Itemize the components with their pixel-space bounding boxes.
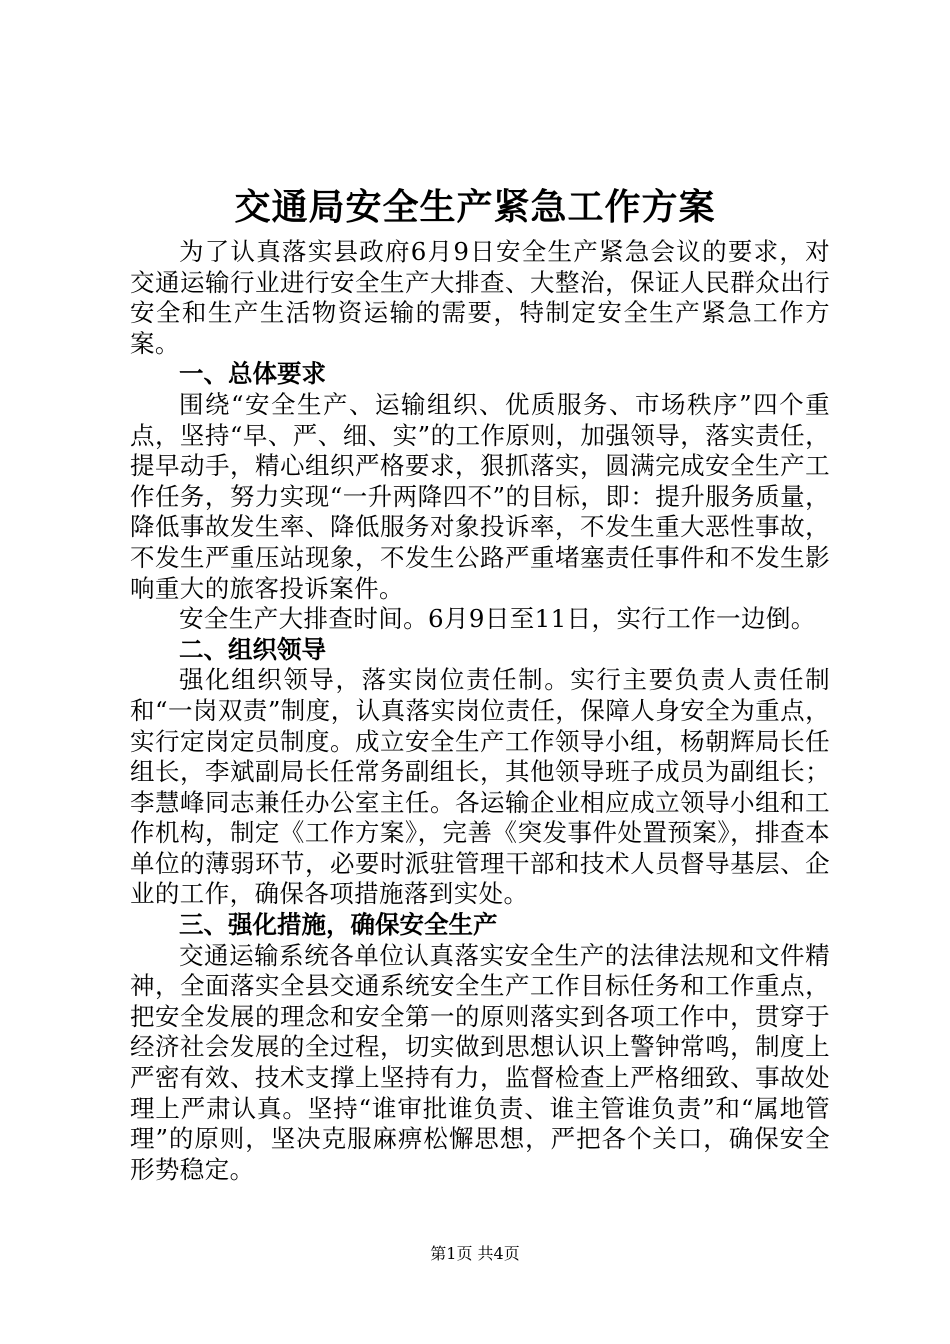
intro-paragraph: 为了认真落实县政府6月9日安全生产紧急会议的要求，对交通运输行业进行安全生产大排查、大整治，保证人民群众出行安全和生产生活物资运输的需要，特制定安全生产紧急工作方案。 <box>130 237 830 358</box>
section-heading-strengthen-measures: 三、强化措施，确保安全生产 <box>179 910 498 940</box>
section-heading-general-requirements: 一、总体要求 <box>179 359 326 389</box>
organization-leadership-paragraph: 强化组织领导，落实岗位责任制。实行主要负责人责任制和“一岗双责”制度，认真落实岗位责任，保障人身安全为重点，实行定岗定员制度。成立安全生产工作领导小组，杨朝辉局长任组长，李斌副局长任常务副组长，其他领导班子成员为副组长；李慧峰同志兼任办公室主任。各运输企业相应成立领导小组和工作机构，制定《工作方案》，完善《突发事件处置预案》，排查本单位的薄弱环节，必要时派驻管理干部和技术人员督导基层、企业的工作，确保各项措施落到实处。 <box>130 665 830 909</box>
document-body <box>130 237 830 1185</box>
page-footer: 第1页 共4页 <box>430 1244 520 1263</box>
section-heading-organization-leadership: 二、组织领导 <box>179 634 326 664</box>
inspection-time-paragraph: 安全生产大排查时间。6月9日至11日，实行工作一边倒。 <box>179 604 816 634</box>
general-requirements-paragraph: 围绕“安全生产、运输组织、优质服务、市场秩序”四个重点，坚持“早、严、细、实”的工作原则，加强领导，落实责任，提早动手，精心组织严格要求，狠抓落实，圆满完成安全生产工作任务，努力实现“一升两降四不”的目标，即：提升服务质量，降低事故发生率、降低服务对象投诉率，不发生重大恶性事故，不发生严重压站现象，不发生公路严重堵塞责任事件和不发生影响重大的旅客投诉案件。 <box>130 389 830 603</box>
strengthen-measures-paragraph: 交通运输系统各单位认真落实安全生产的法律法规和文件精神，全面落实全县交通系统安全生产工作目标任务和工作重点，把安全发展的理念和安全第一的原则落实到各项工作中，贯穿于经济社会发展的全过程，切实做到思想认识上警钟常鸣，制度上严密有效、技术支撑上坚持有力，监督检查上严格细致、事故处理上严肃认真。坚持“谁审批谁负责、谁主管谁负责”和“属地管理”的原则，坚决克服麻痹松懈思想，严把各个关口，确保安全形势稳定。 <box>130 940 830 1184</box>
document-title: 交通局安全生产紧急工作方案 <box>234 187 716 228</box>
